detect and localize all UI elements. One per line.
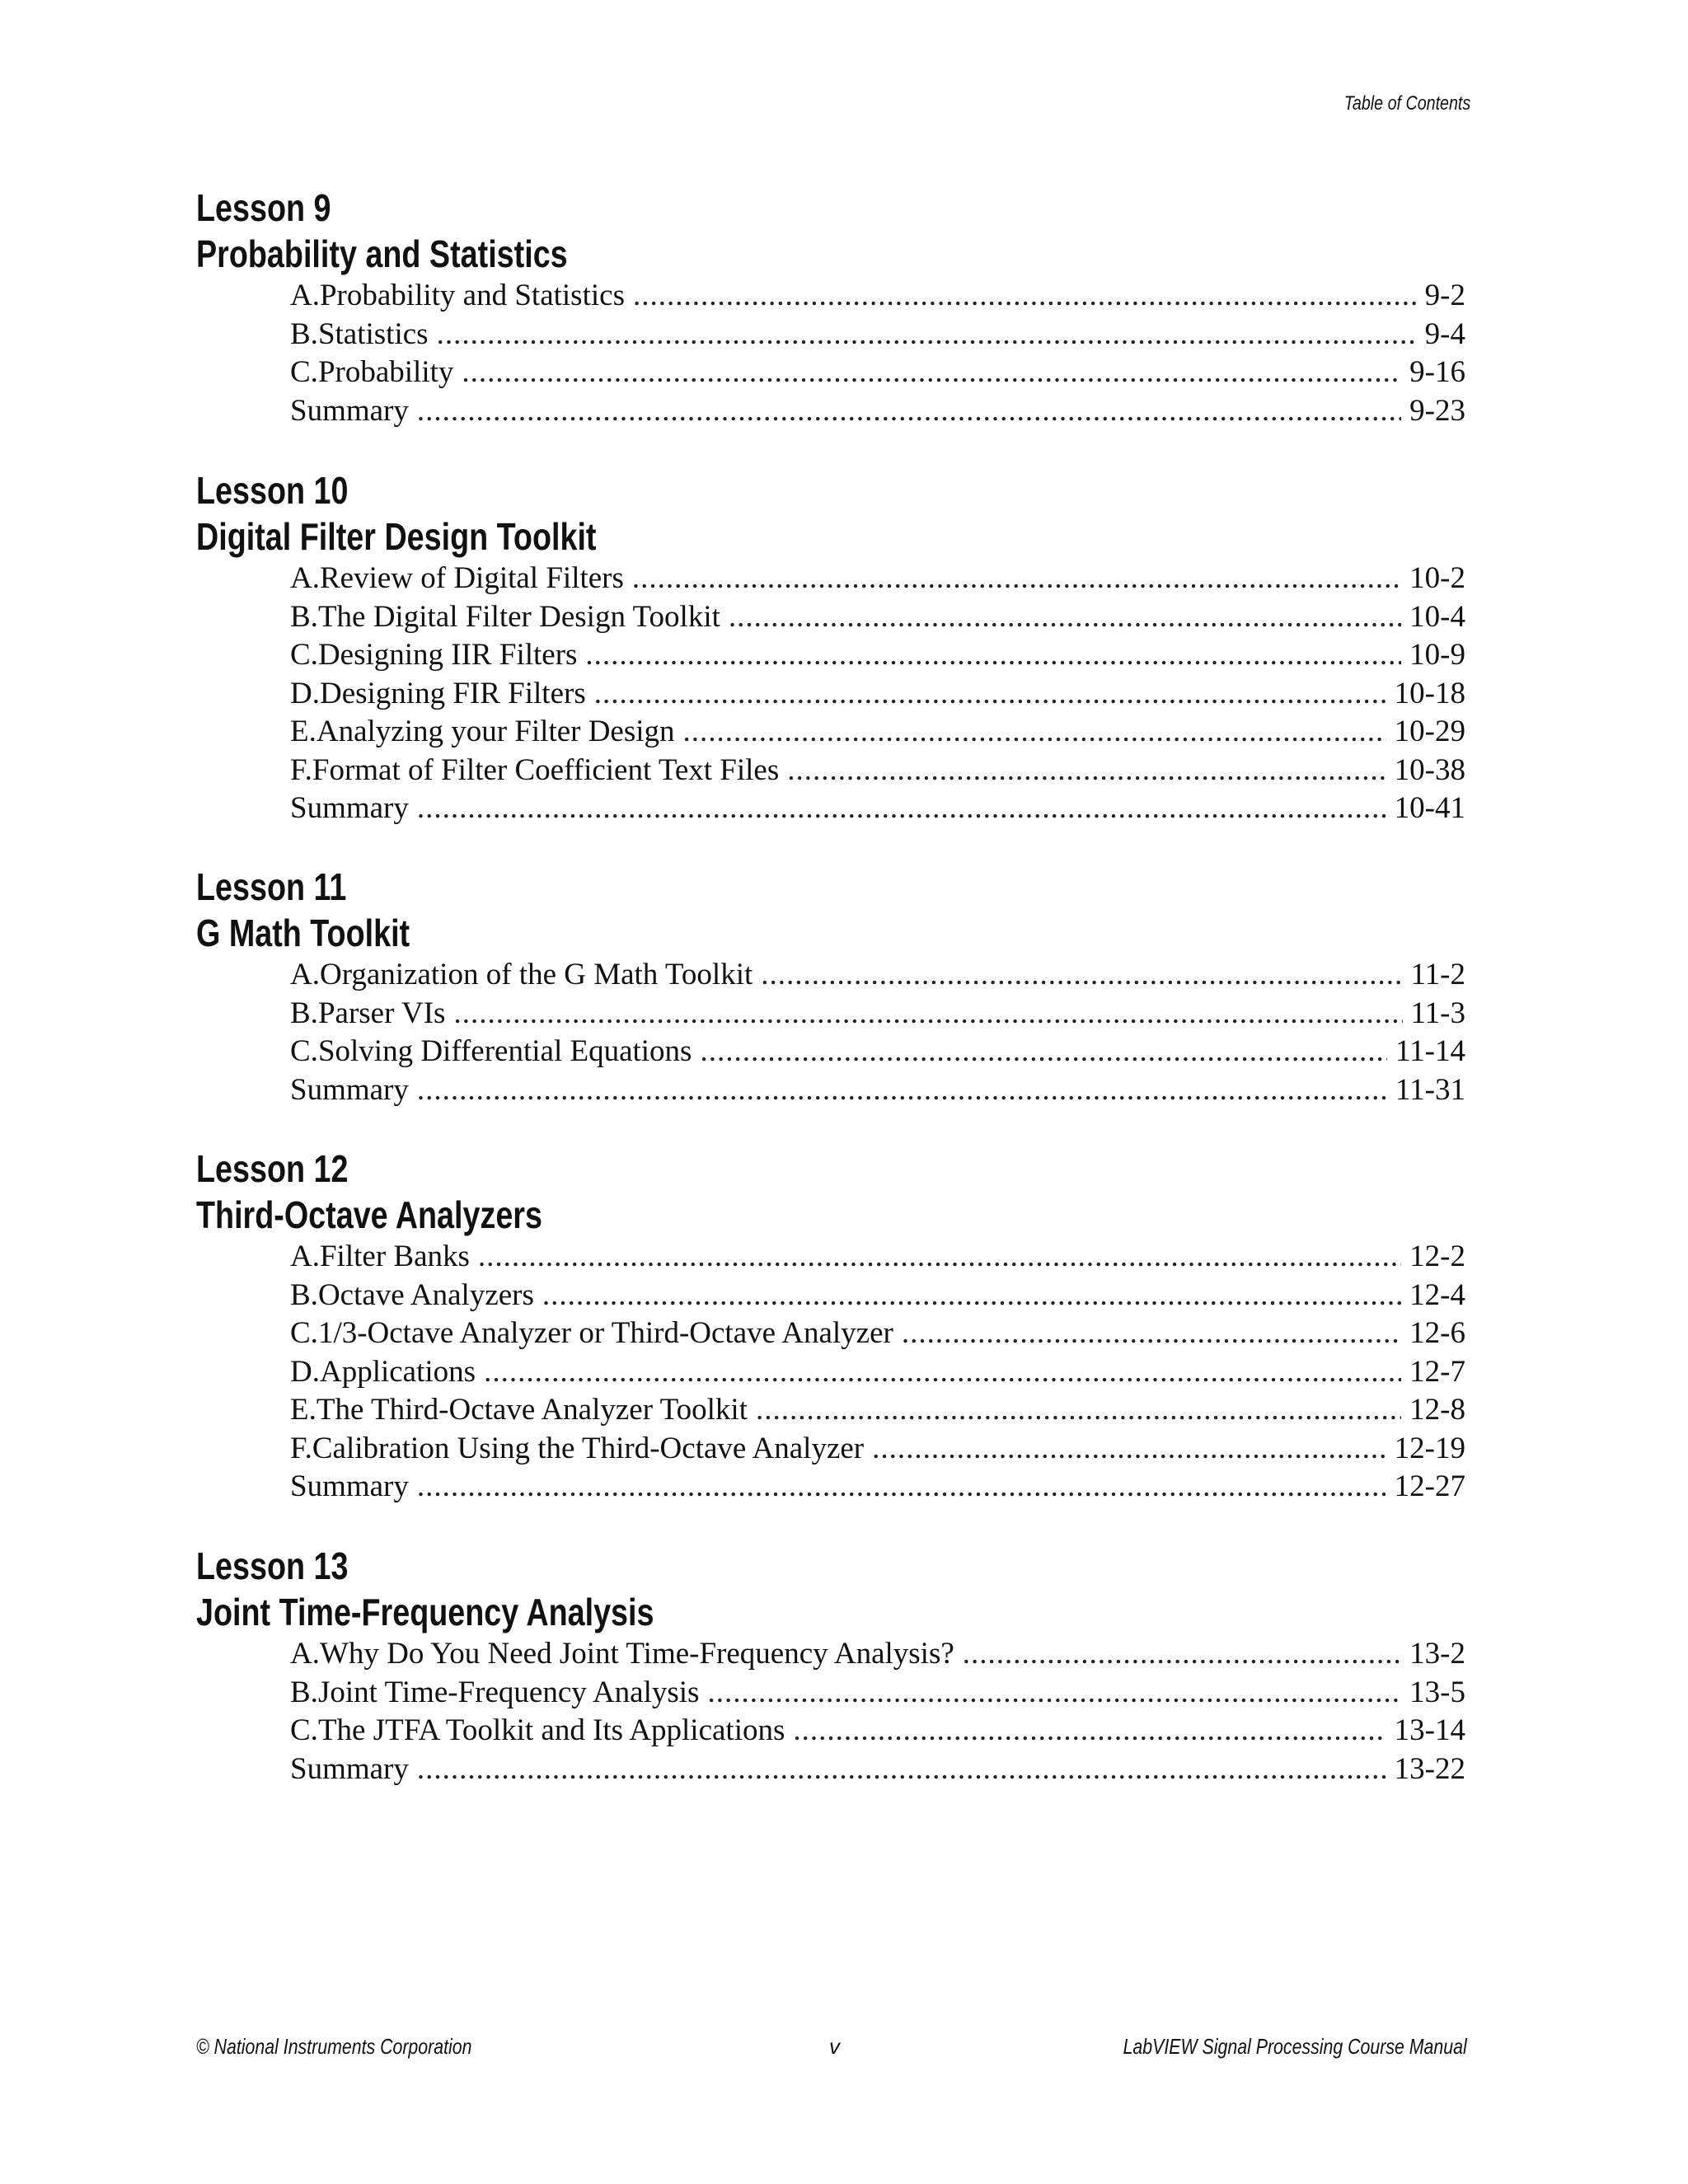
entry-letter: B. [290, 316, 318, 351]
entry-page-number: 10-9 [1409, 638, 1465, 672]
entry-letter: D. [290, 1354, 320, 1389]
entry-title: 1/3-Octave Analyzer or Third-Octave Analyzer [317, 1316, 893, 1350]
toc-entry[interactable] [290, 277, 1465, 316]
dot-leader [761, 956, 1402, 995]
lesson-section [196, 1543, 1465, 1788]
toc-entry[interactable] [290, 956, 1465, 995]
entry-title: The JTFA Toolkit and Its Applications [317, 1713, 785, 1747]
entry-page-number: 10-4 [1409, 599, 1465, 634]
lesson-section [196, 467, 1465, 828]
toc-entry-summary[interactable] [290, 1468, 1465, 1507]
entry-page-number: 9-2 [1424, 279, 1465, 312]
entry-page-number: 10-29 [1394, 715, 1465, 748]
toc-entry[interactable] [290, 752, 1465, 790]
lesson-section [196, 185, 1465, 430]
toc-entry[interactable] [290, 1238, 1465, 1277]
toc-entry-summary[interactable] [290, 790, 1465, 828]
entry-letter: A. [290, 1240, 320, 1273]
entry-page-number: 11-14 [1395, 1034, 1465, 1068]
entry-letter: E. [290, 715, 316, 748]
dot-leader [417, 1071, 1387, 1110]
footer-page-number: v [829, 2034, 840, 2059]
toc-entry[interactable] [290, 1674, 1465, 1713]
entry-title: Designing FIR Filters [319, 676, 586, 710]
dot-leader [594, 675, 1386, 714]
footer-manual-title: LabVIEW Signal Processing Course Manual [1123, 2034, 1467, 2059]
dot-leader [707, 1674, 1401, 1713]
entry-title: Why Do You Need Joint Time-Frequency Analysis? [319, 1637, 954, 1671]
entry-page-number: 12-19 [1394, 1431, 1465, 1465]
entry-title: Summary [290, 1072, 409, 1107]
toc-entry-list [290, 560, 1465, 828]
entry-page-number: 12-8 [1409, 1393, 1465, 1427]
entry-letter: C. [290, 355, 318, 389]
dot-leader [417, 1468, 1386, 1507]
entry-page-number: 9-4 [1424, 316, 1465, 351]
entry-letter: C. [290, 1034, 318, 1068]
dot-leader [902, 1315, 1401, 1353]
lesson-number: Lesson 12 [196, 1147, 349, 1190]
dot-leader [872, 1430, 1386, 1469]
entry-letter: A. [290, 1637, 320, 1671]
dot-leader [462, 354, 1401, 392]
entry-title: Probability and Statistics [319, 279, 625, 312]
dot-leader [700, 1033, 1387, 1071]
entry-title: Joint Time-Frequency Analysis [317, 1675, 700, 1709]
toc-entry[interactable] [290, 1033, 1465, 1071]
entry-title: Designing IIR Filters [317, 638, 578, 672]
entry-title: Calibration Using the Third-Octave Analyzer [312, 1431, 865, 1465]
entry-title: Analyzing your Filter Design [316, 715, 675, 748]
lesson-number: Lesson 10 [196, 469, 349, 512]
toc-entry[interactable] [290, 560, 1465, 598]
toc-entry[interactable] [290, 1391, 1465, 1430]
entry-title: Summary [290, 393, 409, 428]
entry-letter: E. [290, 1393, 316, 1427]
entry-letter: C. [290, 1713, 318, 1747]
toc-entry[interactable] [290, 1277, 1465, 1315]
toc-entry[interactable] [290, 598, 1465, 637]
entry-letter: A. [290, 958, 320, 991]
lesson-title: Third-Octave Analyzers [196, 1193, 542, 1236]
toc-entry[interactable] [290, 1353, 1465, 1392]
lesson-title: Digital Filter Design Toolkit [196, 515, 597, 558]
toc-entry-list [290, 1238, 1465, 1507]
toc-entry-list [290, 277, 1465, 430]
dot-leader [417, 1750, 1386, 1789]
footer-copyright: © National Instruments Corporation [196, 2034, 472, 2059]
entry-page-number: 12-27 [1394, 1469, 1465, 1503]
lesson-number: Lesson 11 [196, 865, 347, 908]
entry-page-number: 12-7 [1409, 1354, 1465, 1389]
entry-page-number: 10-18 [1394, 676, 1465, 710]
dot-leader [585, 636, 1401, 675]
entry-page-number: 13-2 [1409, 1637, 1465, 1671]
entry-title: Summary [290, 791, 409, 825]
entry-title: Probability [317, 355, 454, 389]
entry-title: Applications [319, 1354, 476, 1389]
dot-leader [542, 1277, 1401, 1315]
toc-entry-list [290, 1635, 1465, 1788]
dot-leader [683, 713, 1386, 752]
entry-title: Review of Digital Filters [319, 561, 624, 595]
entry-title: Octave Analyzers [317, 1277, 534, 1312]
dot-leader [963, 1635, 1401, 1674]
toc-entry[interactable] [290, 1315, 1465, 1353]
entry-letter: C. [290, 1316, 318, 1350]
toc-entry[interactable] [290, 675, 1465, 714]
entry-title: Format of Filter Coefficient Text Files [312, 752, 780, 787]
dot-leader [793, 1712, 1386, 1750]
entry-title: Summary [290, 1751, 409, 1786]
toc-entry-summary[interactable] [290, 392, 1465, 431]
entry-letter: A. [290, 561, 320, 595]
toc-entry[interactable] [290, 995, 1465, 1033]
entry-page-number: 13-14 [1394, 1713, 1465, 1747]
entry-title: Organization of the G Math Toolkit [319, 958, 753, 991]
entry-page-number: 11-2 [1410, 958, 1465, 991]
entry-page-number: 10-2 [1409, 561, 1465, 595]
lesson-section [196, 1146, 1465, 1507]
entry-page-number: 12-4 [1409, 1277, 1465, 1312]
toc-entry[interactable] [290, 1712, 1465, 1750]
entry-page-number: 10-38 [1394, 752, 1465, 787]
toc-entry-list [290, 956, 1465, 1109]
entry-letter: F. [290, 752, 312, 787]
entry-page-number: 9-23 [1409, 393, 1465, 428]
toc-entry[interactable] [290, 354, 1465, 392]
entry-letter: F. [290, 1431, 312, 1465]
running-head: Table of Contents [1343, 92, 1470, 115]
entry-title: Solving Differential Equations [317, 1034, 692, 1068]
entry-letter: B. [290, 996, 318, 1030]
entry-page-number: 13-22 [1394, 1751, 1465, 1786]
lesson-title: Joint Time-Frequency Analysis [196, 1591, 654, 1633]
dot-leader [729, 598, 1401, 637]
dot-leader [453, 995, 1402, 1033]
entry-title: The Digital Filter Design Toolkit [317, 599, 720, 634]
dot-leader [484, 1353, 1401, 1392]
entry-title: The Third-Octave Analyzer Toolkit [316, 1393, 748, 1427]
entry-letter: B. [290, 599, 318, 634]
entry-letter: B. [290, 1675, 318, 1709]
entry-title: Parser VIs [317, 996, 446, 1030]
entry-letter: A. [290, 279, 320, 312]
entry-page-number: 12-2 [1409, 1240, 1465, 1273]
toc-entry[interactable] [290, 316, 1465, 354]
lesson-title: Probability and Statistics [196, 232, 568, 275]
entry-letter: B. [290, 1277, 318, 1312]
entry-title: Filter Banks [319, 1240, 470, 1273]
dot-leader [417, 392, 1401, 431]
entry-page-number: 11-3 [1410, 996, 1465, 1030]
toc-entry[interactable] [290, 713, 1465, 752]
entry-page-number: 10-41 [1394, 791, 1465, 825]
entry-page-number: 9-16 [1409, 355, 1465, 389]
dot-leader [756, 1391, 1401, 1430]
entry-letter: C. [290, 638, 318, 672]
toc-entry[interactable] [290, 1635, 1465, 1674]
entry-page-number: 12-6 [1409, 1316, 1465, 1350]
toc-entry[interactable] [290, 636, 1465, 675]
dot-leader [478, 1238, 1401, 1277]
lesson-title: G Math Toolkit [196, 912, 410, 954]
dot-leader [417, 790, 1386, 828]
dot-leader [633, 277, 1417, 316]
entry-page-number: 11-31 [1395, 1072, 1465, 1107]
dot-leader [632, 560, 1401, 598]
lesson-section [196, 864, 1465, 1109]
entry-title: Summary [290, 1469, 409, 1503]
lesson-number: Lesson 13 [196, 1544, 349, 1587]
dot-leader [437, 316, 1417, 354]
toc-entry-summary[interactable] [290, 1071, 1465, 1110]
toc-entry-summary[interactable] [290, 1750, 1465, 1789]
entry-letter: D. [290, 676, 320, 710]
lesson-number: Lesson 9 [196, 186, 331, 229]
dot-leader [787, 752, 1386, 790]
toc-entry[interactable] [290, 1430, 1465, 1469]
entry-page-number: 13-5 [1409, 1675, 1465, 1709]
entry-title: Statistics [317, 316, 429, 351]
